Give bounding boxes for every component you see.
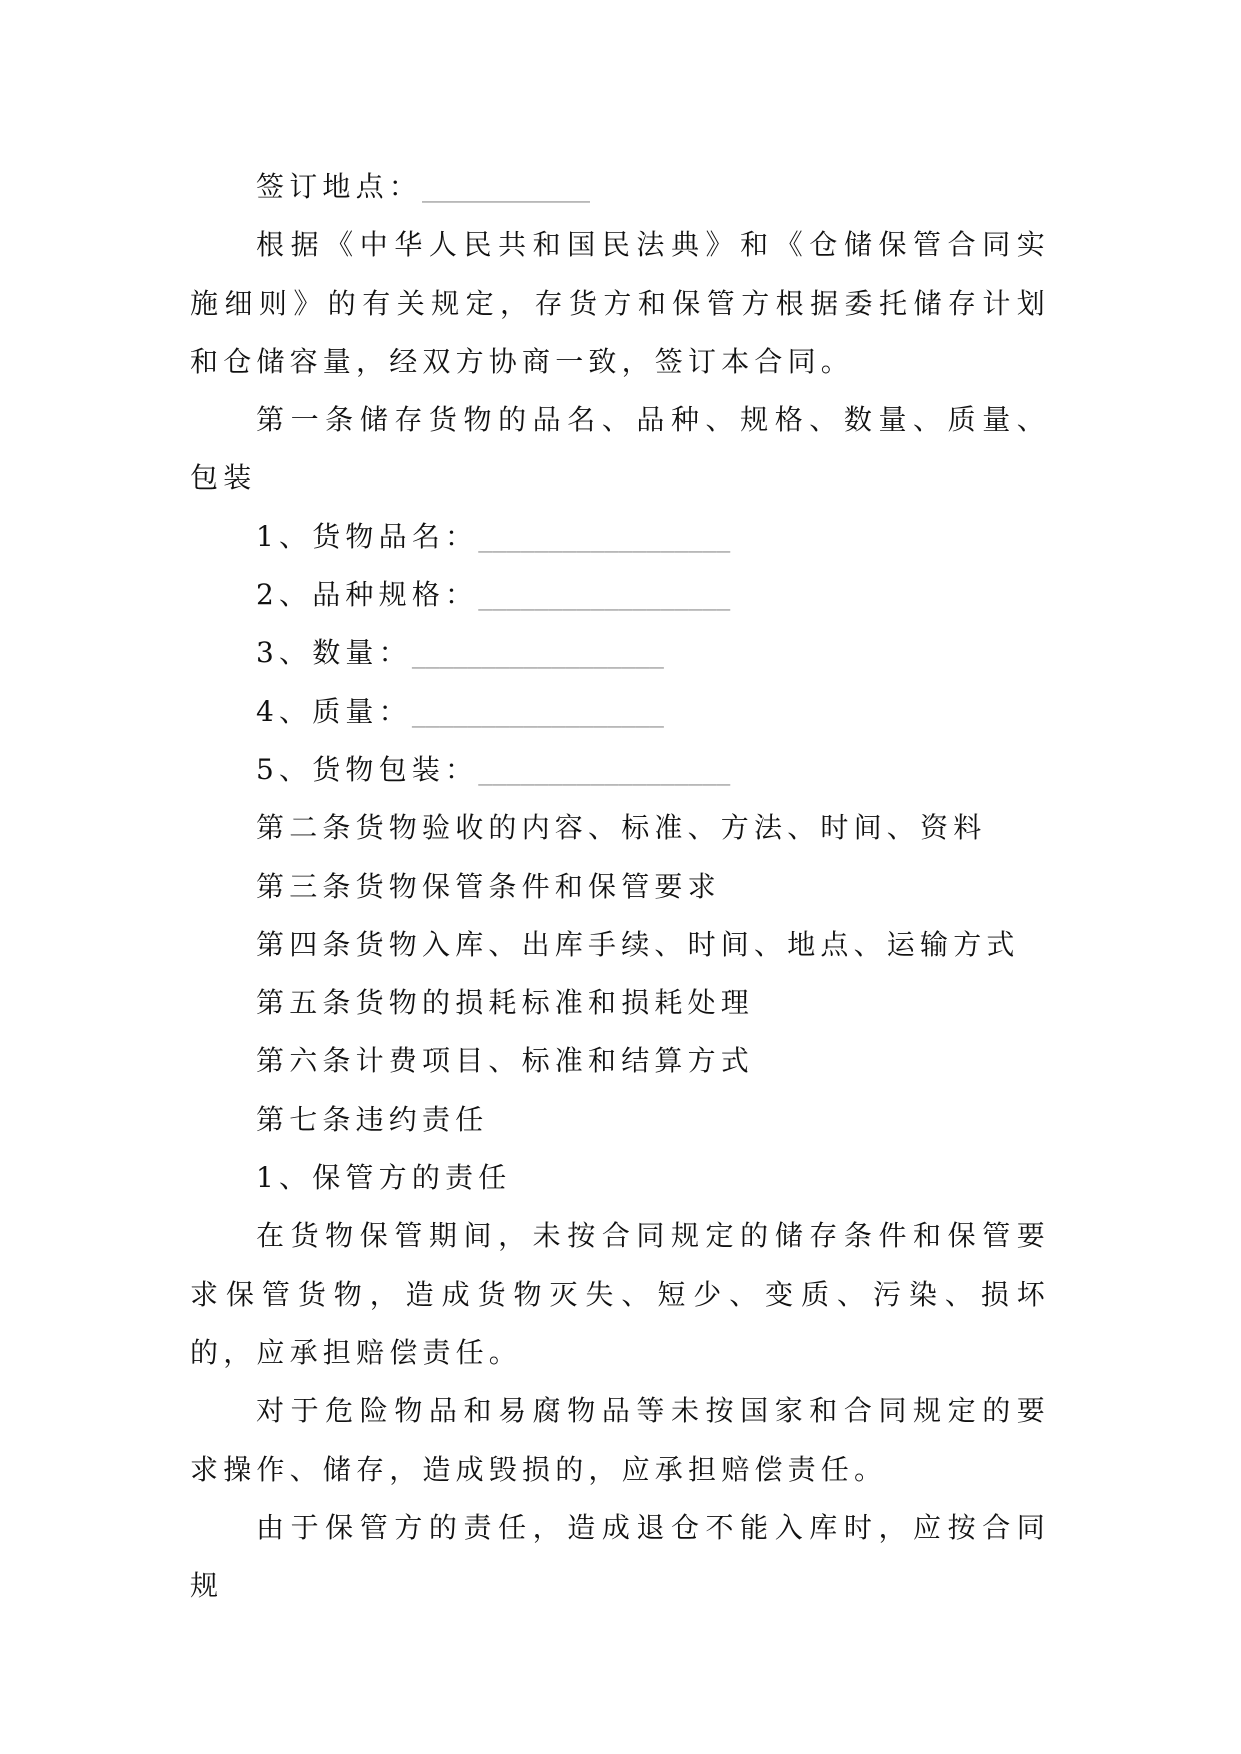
blank-field: __________________ [478,519,731,553]
blank-field: __________________ [411,694,664,728]
label: 3、数量： [256,636,412,670]
blank-field: __________________ [478,578,731,612]
article-6-heading: 第六条计费项目、标准和结算方式 [256,1044,755,1078]
label: 4、质量： [256,694,412,728]
item-goods-name [190,508,1050,566]
blank-field: __________________ [478,752,731,786]
custodian-liability-heading: 1、保管方的责任 [256,1161,512,1195]
article-7-heading: 第七条违约责任 [256,1102,489,1136]
liability-paragraph-2: 对于危险物品和易腐物品等未按国家和合同规定的要求操作、储存，造成毁损的，应承担赔偿责任。 [190,1394,1050,1486]
article-1-heading: 第一条储存货物的品名、品种、规格、数量、质量、包装 [190,403,1050,495]
article-4-heading: 第四条货物入库、出库手续、时间、地点、运输方式 [256,927,1020,961]
liability-paragraph-3: 由于保管方的责任，造成退仓不能入库时，应按合同规 [190,1510,1050,1603]
label: 5、货物包装： [256,752,479,786]
article-2-heading: 第二条货物验收的内容、标准、方法、时间、资料 [256,811,987,845]
article-5-heading: 第五条货物的损耗标准和损耗处理 [256,986,755,1020]
item-quantity [190,624,1050,682]
label: 1、货物品名： [256,519,479,553]
blank-field: __________________ [411,636,664,670]
article-3-heading: 第三条货物保管条件和保管要求 [256,869,721,903]
document-page [190,158,1050,1615]
preamble-paragraph: 根据《中华人民共和国民法典》和《仓储保管合同实施细则》的有关规定，存货方和保管方根据委托储存计划和仓储容量，经双方协商一致，签订本合同。 [190,228,1050,378]
label: 签订地点： [256,170,423,203]
label: 2、品种规格： [256,578,479,612]
blank-field: ____________ [422,170,591,203]
liability-paragraph-1: 在货物保管期间，未按合同规定的储存条件和保管要求保管货物，造成货物灭失、短少、变质、污染、损坏的，应承担赔偿责任。 [190,1219,1050,1369]
item-packaging [190,741,1050,799]
item-quality [190,683,1050,741]
item-spec [190,566,1050,624]
signing-location-line [190,158,1050,216]
